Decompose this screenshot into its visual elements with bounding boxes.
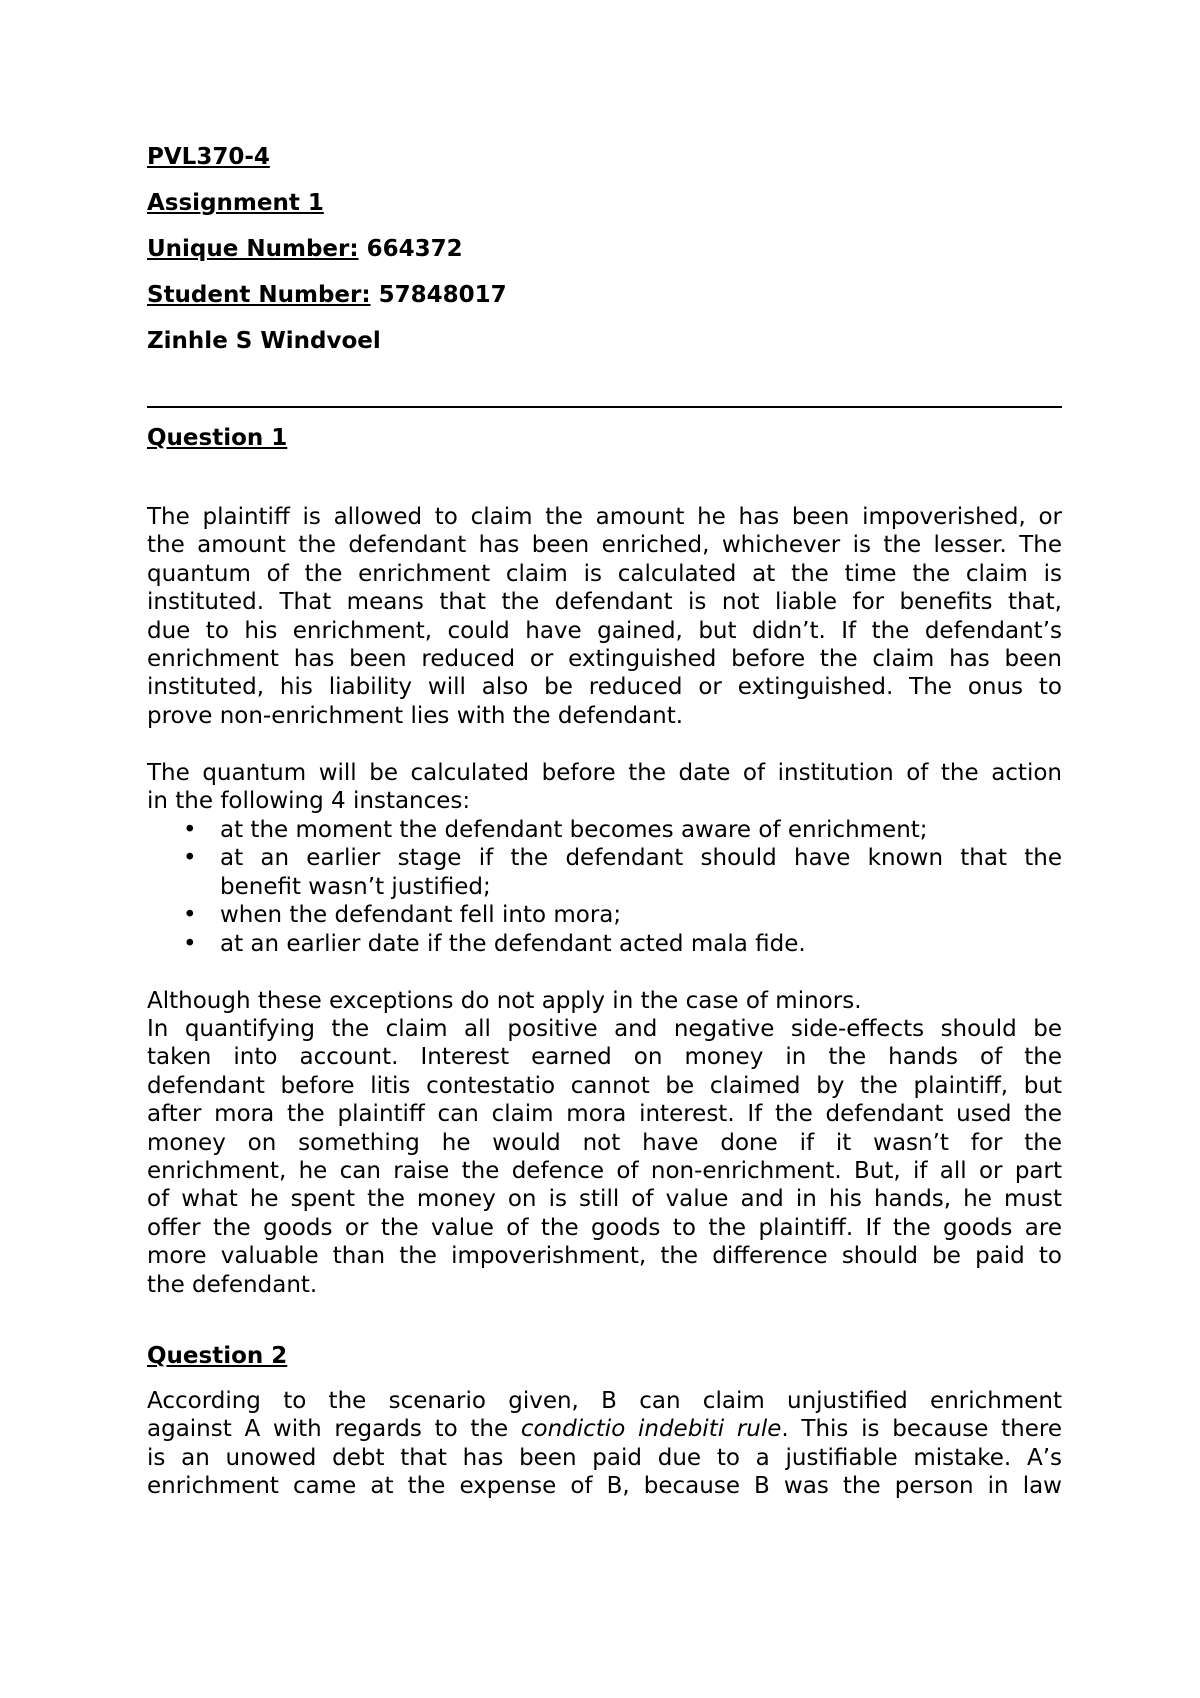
bullet-icon: • bbox=[183, 817, 197, 843]
q1-instances-list bbox=[147, 816, 1062, 958]
condictio-indebiti-term: condictio indebiti rule bbox=[520, 1416, 782, 1443]
q1-p1-line: enrichment has been reduced or extinguished before the claim has been bbox=[147, 646, 1062, 673]
q2-p1-line: According to the scenario given, B can claim unjustified enrichment bbox=[147, 1388, 1062, 1414]
q1-p4-line: offer the goods or the value of the goods to the plaintiff. If the goods are bbox=[147, 1214, 1062, 1241]
document-page bbox=[147, 142, 1062, 1500]
list-item-text: at an earlier stage if the defendant should have known that the bbox=[220, 845, 1062, 872]
q1-p1-line: prove non-enrichment lies with the defendant. bbox=[147, 702, 684, 729]
q1-paragraph-4 bbox=[147, 1015, 1062, 1299]
header-divider bbox=[147, 406, 1062, 408]
q1-p1-line: the amount the defendant has been enriched, whichever is the lesser. The bbox=[147, 532, 1062, 559]
student-number-label: Student Number: bbox=[147, 282, 371, 308]
q2-p1-line2-post: . This is because there bbox=[781, 1416, 1062, 1443]
q1-p4-line: taken into account. Interest earned on money in the hands of the bbox=[147, 1044, 1062, 1071]
list-item-text: benefit wasn’t justified; bbox=[220, 873, 491, 900]
q1-p4-line: defendant before litis contestatio cannot be claimed by the plaintiff, but bbox=[147, 1072, 1062, 1099]
unique-number-label: Unique Number: bbox=[147, 236, 359, 262]
q2-p1-line: is an unowed debt that has been paid due to a justifiable mistake. A’s bbox=[147, 1444, 1062, 1471]
unique-number-value: 664372 bbox=[366, 236, 463, 262]
bullet-icon: • bbox=[183, 845, 197, 872]
q1-p4-line: after mora the plaintiff can claim mora interest. If the defendant used the bbox=[147, 1101, 1062, 1128]
q1-paragraph-1 bbox=[147, 503, 1062, 730]
q1-p2-line: The quantum will be calculated before the date of institution of the action bbox=[147, 760, 1062, 786]
question-2-heading: Question 2 bbox=[147, 1343, 288, 1369]
list-item bbox=[147, 816, 1062, 844]
unique-number-line bbox=[147, 234, 1062, 264]
q2-paragraph-1 bbox=[147, 1387, 1062, 1501]
q1-p3-line: Although these exceptions do not apply in the case of minors. bbox=[147, 988, 862, 1014]
q1-p4-line: money on something he would not have done if it wasn’t for the bbox=[147, 1129, 1062, 1156]
q1-paragraph-3 bbox=[147, 987, 1062, 1015]
bullet-icon: • bbox=[183, 930, 197, 957]
course-code: PVL370-4 bbox=[147, 144, 270, 170]
list-item-text: at an earlier date if the defendant acted mala fide. bbox=[220, 930, 806, 957]
q1-p1-line: quantum of the enrichment claim is calculated at the time the claim is bbox=[147, 560, 1062, 587]
list-item bbox=[147, 930, 1062, 958]
list-item bbox=[147, 901, 1062, 929]
q1-paragraph-2 bbox=[147, 759, 1062, 816]
q1-p1-line: The plaintiff is allowed to claim the amount he has been impoverished, or bbox=[147, 504, 1062, 530]
q1-p4-line: the defendant. bbox=[147, 1271, 318, 1298]
list-item-text: when the defendant fell into mora; bbox=[220, 902, 622, 929]
student-number-value: 57848017 bbox=[378, 282, 507, 308]
q1-p2-line: in the following 4 instances: bbox=[147, 788, 471, 815]
q1-p1-line: instituted, his liability will also be reduced or extinguished. The onus to bbox=[147, 674, 1062, 701]
list-item-text: at the moment the defendant becomes aware of enrichment; bbox=[220, 817, 928, 843]
q1-p1-line: instituted. That means that the defendant is not liable for benefits that, bbox=[147, 589, 1062, 616]
question-1-heading: Question 1 bbox=[147, 425, 288, 451]
q2-p1-line2-pre: against A with regards to the bbox=[147, 1416, 521, 1443]
list-item bbox=[147, 844, 1062, 901]
bullet-icon: • bbox=[183, 902, 197, 929]
student-number-line bbox=[147, 280, 1062, 310]
q1-p4-line: more valuable than the impoverishment, the difference should be paid to bbox=[147, 1243, 1062, 1270]
student-name: Zinhle S Windvoel bbox=[147, 328, 381, 354]
q2-p1-line: enrichment came at the expense of B, because B was the person in law bbox=[147, 1473, 1062, 1500]
q1-p4-line: In quantifying the claim all positive and negative side-effects should be bbox=[147, 1016, 1062, 1042]
q1-p4-line: of what he spent the money on is still of value and in his hands, he must bbox=[147, 1186, 1062, 1213]
q1-p4-line: enrichment, he can raise the defence of non-enrichment. But, if all or part bbox=[147, 1158, 1062, 1185]
q2-p1-line bbox=[147, 1415, 1062, 1443]
q1-p1-line: due to his enrichment, could have gained, but didn’t. If the defendant’s bbox=[147, 617, 1062, 644]
assignment-title: Assignment 1 bbox=[147, 190, 324, 216]
